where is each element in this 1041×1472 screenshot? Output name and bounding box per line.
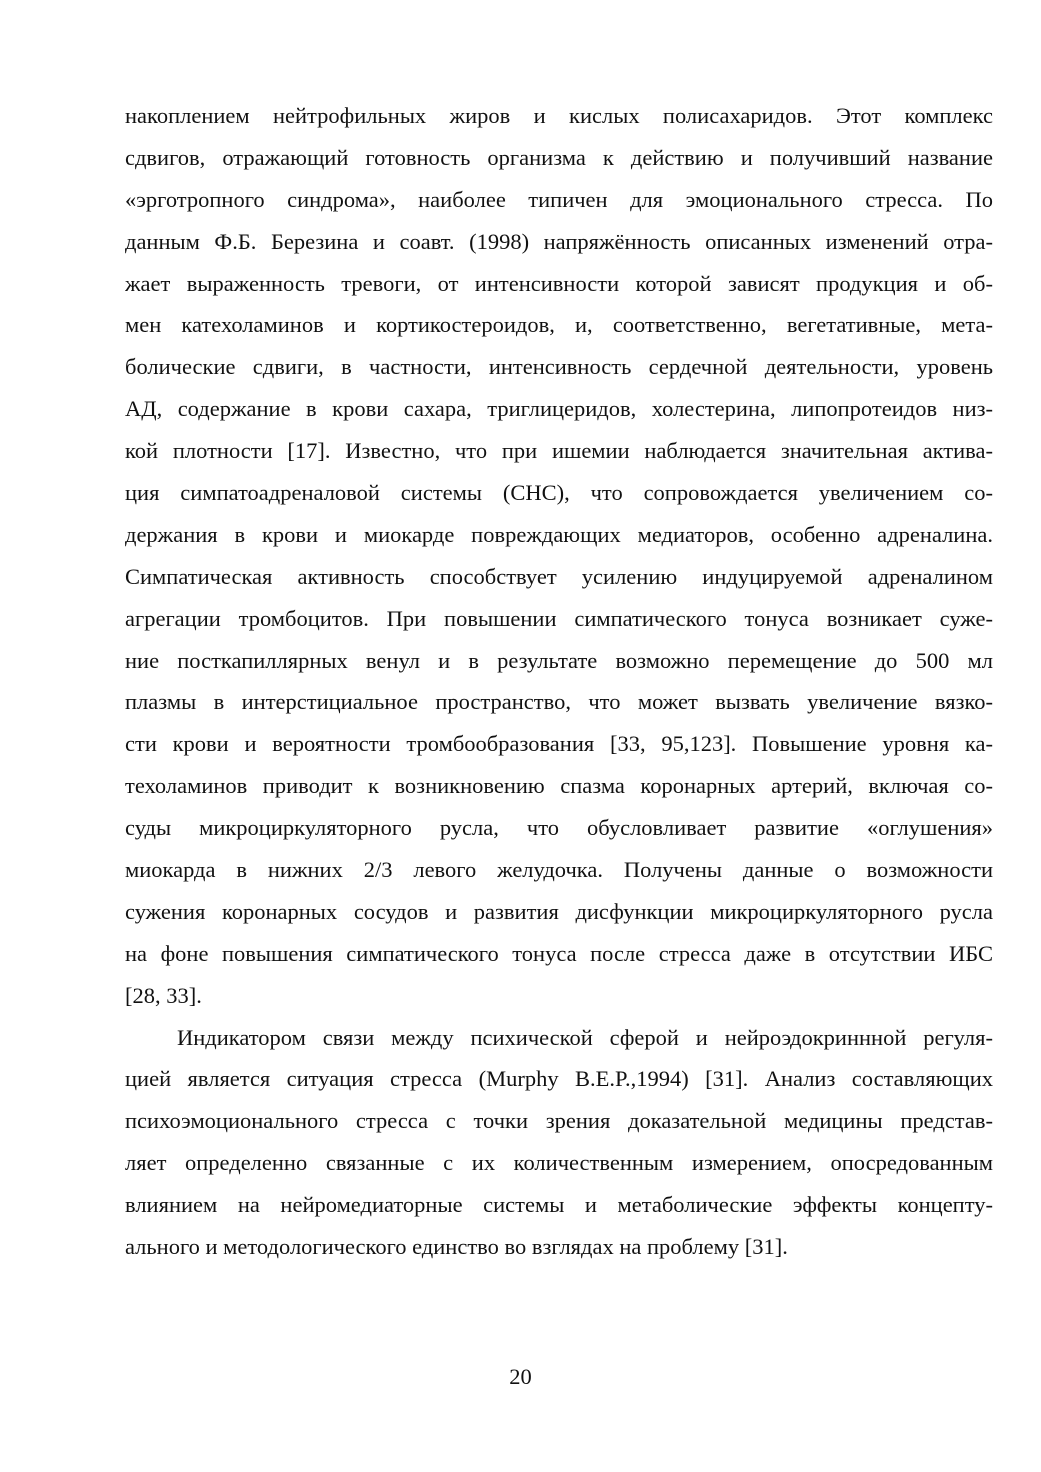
text-line: ние посткапиллярных венул и в результате возможно перемещение до 500 мл xyxy=(125,647,993,673)
text-line: кой плотности [17]. Известно, что при ишемии наблюдается значительная актива- xyxy=(125,438,993,464)
text-line: сужения коронарных сосудов и развития дисфункции микроциркуляторного русла xyxy=(125,898,993,924)
text-line: Индикатором связи между психической сферой и нейроэдокриннной регуля- xyxy=(177,1024,993,1050)
text-line: ция симпатоадреналовой системы (СНС), что сопровождается увеличением со- xyxy=(125,480,993,506)
text-line: ляет определенно связанные с их количественным измерением, опосредованным xyxy=(125,1150,993,1176)
paragraph-1 xyxy=(125,95,993,1017)
text-line: техоламинов приводит к возникновению спазма коронарных артерий, включая со- xyxy=(125,773,993,799)
text-line: сти крови и вероятности тромбообразования [33, 95,123]. Повышение уровня ка- xyxy=(125,731,993,757)
paragraph-2 xyxy=(125,1017,993,1268)
text-line: мен катехоламинов и кортикостероидов, и, соответственно, вегетативные, мета- xyxy=(125,312,993,338)
text-line: [28, 33]. xyxy=(125,982,202,1008)
text-line: накоплением нейтрофильных жиров и кислых полисахаридов. Этот комплекс xyxy=(125,103,993,128)
text-line: психоэмоционального стресса с точки зрения доказательной медицины представ- xyxy=(125,1108,993,1134)
text-line: Симпатическая активность способствует усилению индуцируемой адреналином xyxy=(125,563,993,589)
text-line: держания в крови и миокарде повреждающих медиаторов, особенно адреналина. xyxy=(125,521,993,547)
text-line: плазмы в интерстициальное пространство, что может вызвать увеличение вязко- xyxy=(125,689,993,715)
page-number: 20 xyxy=(509,1364,532,1389)
text-line: ального и методологического единство во взглядах на проблему [31]. xyxy=(125,1234,788,1260)
text-line: АД, содержание в крови сахара, триглицеридов, холестерина, липопротеидов низ- xyxy=(125,396,993,422)
text-line: данным Ф.Б. Березина и соавт. (1998) напряжённость описанных изменений отра- xyxy=(125,228,993,254)
text-line: на фоне повышения симпатического тонуса после стресса даже в отсутствии ИБС xyxy=(125,940,993,966)
text-line: агрегации тромбоцитов. При повышении симпатического тонуса возникает суже- xyxy=(125,605,993,631)
text-line: суды микроциркуляторного русла, что обусловливает развитие «оглушения» xyxy=(125,815,993,841)
text-line: влиянием на нейромедиаторные системы и метаболические эффекты концепту- xyxy=(125,1192,993,1218)
text-line: жает выраженность тревоги, от интенсивности которой зависят продукция и об- xyxy=(125,270,993,296)
text-line: «эрготропного синдрома», наиболее типичен для эмоционального стресса. По xyxy=(125,186,993,212)
text-line: болические сдвиги, в частности, интенсивность сердечной деятельности, уровень xyxy=(125,354,993,380)
text-line: цией является ситуация стресса (Murphy B.E.P.,1994) [31]. Анализ составляющих xyxy=(125,1066,993,1092)
text-line: сдвигов, отражающий готовность организма к действию и получивший название xyxy=(125,144,993,170)
body-text xyxy=(125,95,993,1268)
text-line: миокарда в нижних 2/3 левого желудочка. Получены данные о возможности xyxy=(125,857,993,883)
